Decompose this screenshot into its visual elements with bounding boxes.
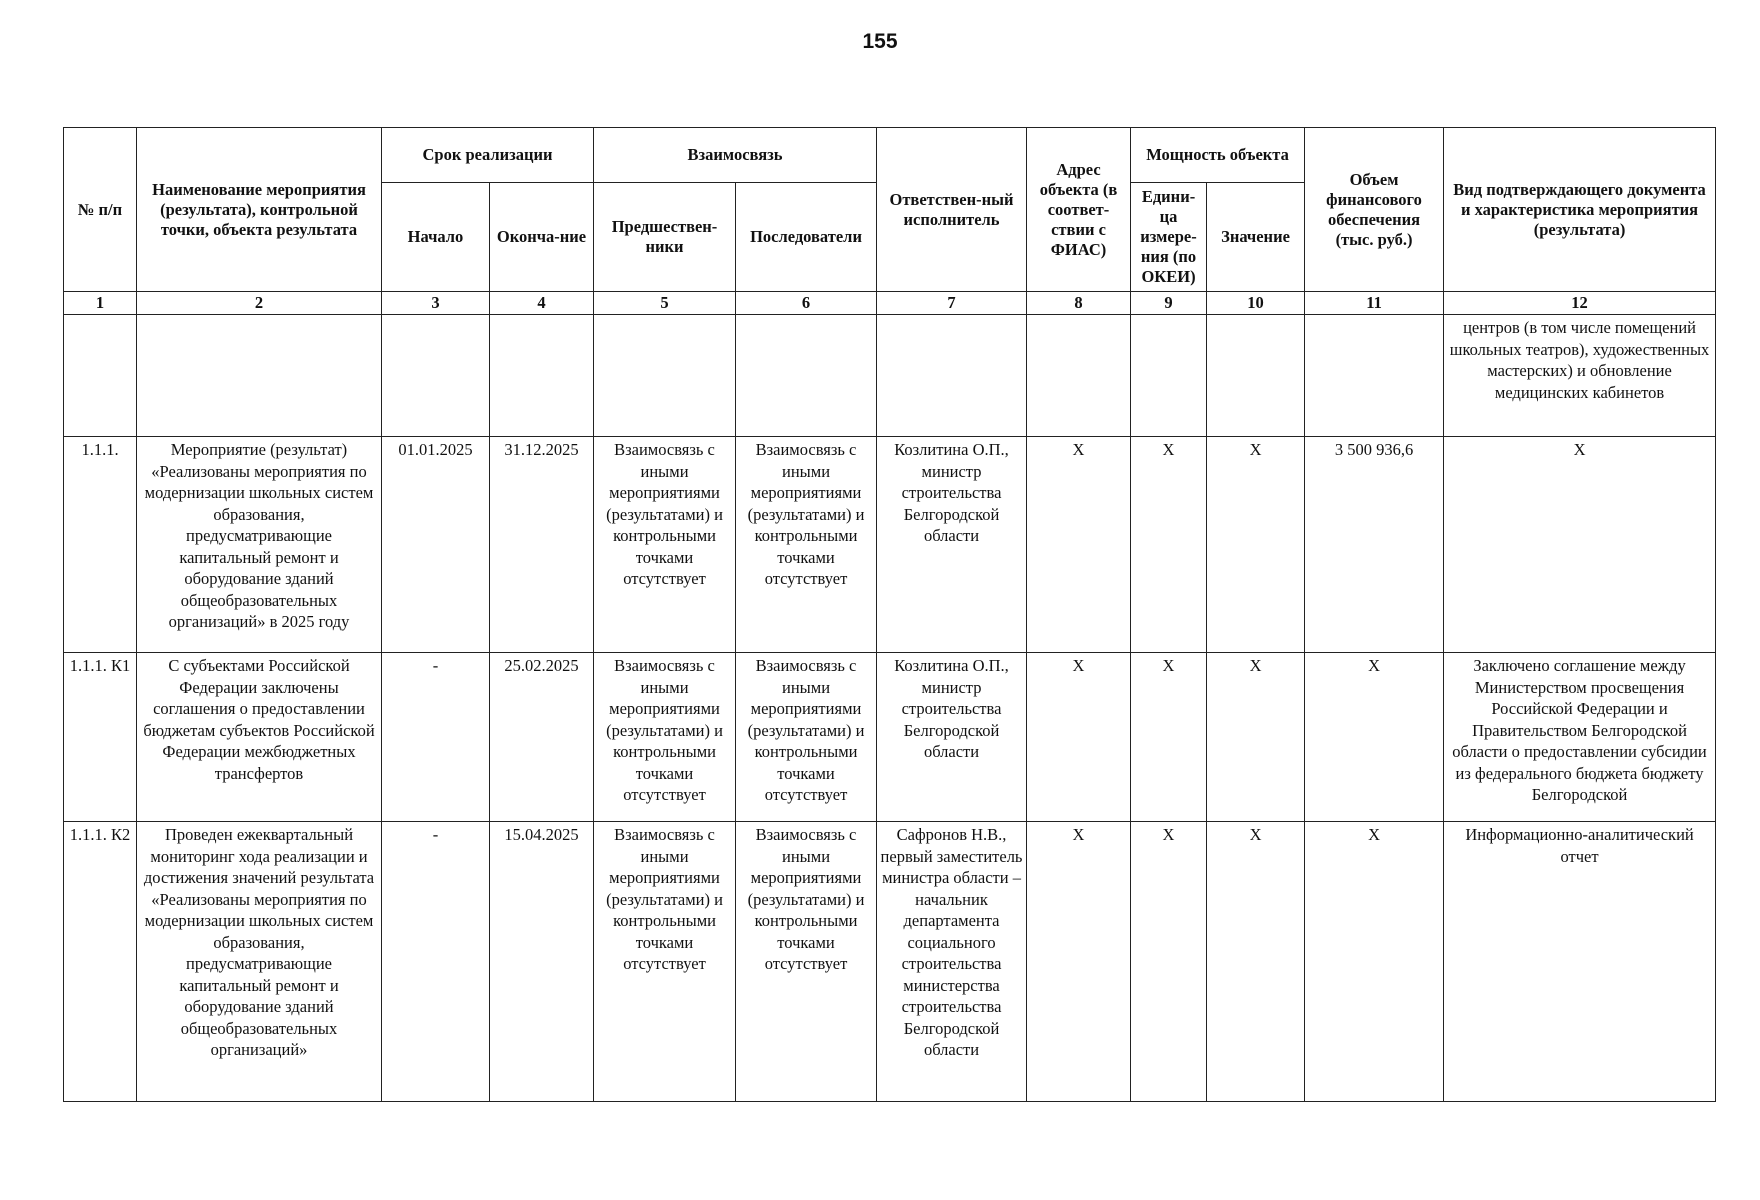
cell-unit: Х xyxy=(1131,653,1207,822)
header-row-top xyxy=(64,128,1716,183)
cell-unit xyxy=(1131,315,1207,437)
cell-predecessors: Взаимосвязь с иными мероприятиями (результатами) и контрольными точками отсутствует xyxy=(594,822,736,1102)
header-finance: Объем финансового обеспечения (тыс. руб.) xyxy=(1305,128,1444,292)
cell-address: Х xyxy=(1027,653,1131,822)
header-group-link: Взаимосвязь xyxy=(594,128,877,183)
cell-successors xyxy=(736,315,877,437)
cell-successors: Взаимосвязь с иными мероприятиями (результатами) и контрольными точками отсутствует xyxy=(736,653,877,822)
cell-document: Информационно-аналитический отчет xyxy=(1444,822,1716,1102)
cell-value: Х xyxy=(1207,653,1305,822)
cell-document: центров (в том числе помещений школьных театров), художественных мастерских) и обновление медицинских кабинетов xyxy=(1444,315,1716,437)
table-row xyxy=(64,315,1716,437)
cell-value: Х xyxy=(1207,822,1305,1102)
header-name: Наименование мероприятия (результата), контрольной точки, объекта результата xyxy=(137,128,382,292)
cell-responsible: Сафронов Н.В., первый заместитель министра области – начальник департамента социального строительства министерства строительства Белгородской области xyxy=(877,822,1027,1102)
cell-num: 1.1.1. К2 xyxy=(64,822,137,1102)
cell-predecessors: Взаимосвязь с иными мероприятиями (результатами) и контрольными точками отсутствует xyxy=(594,437,736,653)
column-number: 8 xyxy=(1027,292,1131,315)
cell-unit: Х xyxy=(1131,437,1207,653)
cell-predecessors xyxy=(594,315,736,437)
cell-successors: Взаимосвязь с иными мероприятиями (результатами) и контрольными точками отсутствует xyxy=(736,437,877,653)
header-document: Вид подтверждающего документа и характеристика мероприятия (результата) xyxy=(1444,128,1716,292)
cell-start: - xyxy=(382,653,490,822)
cell-num: 1.1.1. xyxy=(64,437,137,653)
column-number: 1 xyxy=(64,292,137,315)
cell-end: 15.04.2025 xyxy=(490,822,594,1102)
cell-unit: Х xyxy=(1131,822,1207,1102)
cell-address: Х xyxy=(1027,437,1131,653)
cell-num xyxy=(64,315,137,437)
cell-document: Заключено соглашение между Министерством просвещения Российской Федерации и Правительством Белгородской области о предоставлении субсидии из федерального бюджета бюджету Белгородской xyxy=(1444,653,1716,822)
cell-finance: 3 500 936,6 xyxy=(1305,437,1444,653)
cell-responsible: Козлитина О.П., министр строительства Белгородской области xyxy=(877,437,1027,653)
cell-name: Мероприятие (результат) «Реализованы мероприятия по модернизации школьных систем образования, предусматривающие капитальный ремонт и оборудование зданий общеобразовательных организаций» в 2025 году xyxy=(137,437,382,653)
cell-num: 1.1.1. К1 xyxy=(64,653,137,822)
header-value: Значение xyxy=(1207,183,1305,292)
cell-predecessors: Взаимосвязь с иными мероприятиями (результатами) и контрольными точками отсутствует xyxy=(594,653,736,822)
header-group-srok: Срок реализации xyxy=(382,128,594,183)
table-row xyxy=(64,653,1716,822)
header-successors: Последователи xyxy=(736,183,877,292)
column-number: 7 xyxy=(877,292,1027,315)
column-number: 9 xyxy=(1131,292,1207,315)
cell-document: Х xyxy=(1444,437,1716,653)
table-row xyxy=(64,437,1716,653)
cell-name: С субъектами Российской Федерации заключены соглашения о предоставлении бюджетам субъектов Российской Федерации межбюджетных трансфертов xyxy=(137,653,382,822)
cell-name xyxy=(137,315,382,437)
cell-address: Х xyxy=(1027,822,1131,1102)
header-unit: Едини-ца измере-ния (по ОКЕИ) xyxy=(1131,183,1207,292)
cell-successors: Взаимосвязь с иными мероприятиями (результатами) и контрольными точками отсутствует xyxy=(736,822,877,1102)
cell-start xyxy=(382,315,490,437)
cell-responsible: Козлитина О.П., министр строительства Белгородской области xyxy=(877,653,1027,822)
cell-value: Х xyxy=(1207,437,1305,653)
table-row xyxy=(64,822,1716,1102)
header-group-power: Мощность объекта xyxy=(1131,128,1305,183)
page-number: 155 xyxy=(862,30,898,53)
cell-responsible xyxy=(877,315,1027,437)
cell-start: 01.01.2025 xyxy=(382,437,490,653)
cell-finance: Х xyxy=(1305,653,1444,822)
header-responsible: Ответствен-ный исполнитель xyxy=(877,128,1027,292)
header-address: Адрес объекта (в соответ-ствии с ФИАС) xyxy=(1027,128,1131,292)
cell-finance xyxy=(1305,315,1444,437)
cell-end: 25.02.2025 xyxy=(490,653,594,822)
header-num: № п/п xyxy=(64,128,137,292)
column-number: 5 xyxy=(594,292,736,315)
cell-end xyxy=(490,315,594,437)
column-number: 12 xyxy=(1444,292,1716,315)
cell-start: - xyxy=(382,822,490,1102)
header-end: Оконча-ние xyxy=(490,183,594,292)
activities-table xyxy=(63,127,1716,1102)
cell-value xyxy=(1207,315,1305,437)
header-predecessors: Предшествен-ники xyxy=(594,183,736,292)
cell-end: 31.12.2025 xyxy=(490,437,594,653)
column-number: 4 xyxy=(490,292,594,315)
column-number: 3 xyxy=(382,292,490,315)
cell-name: Проведен ежеквартальный мониторинг хода реализации и достижения значений результата «Реализованы мероприятия по модернизации школьных систем образования, предусматривающие капитальный ремонт и оборудование зданий общеобразовательных организаций» xyxy=(137,822,382,1102)
column-number: 10 xyxy=(1207,292,1305,315)
cell-address xyxy=(1027,315,1131,437)
header-start: Начало xyxy=(382,183,490,292)
column-number-row xyxy=(64,292,1716,315)
column-number: 6 xyxy=(736,292,877,315)
column-number: 2 xyxy=(137,292,382,315)
column-number: 11 xyxy=(1305,292,1444,315)
cell-finance: Х xyxy=(1305,822,1444,1102)
